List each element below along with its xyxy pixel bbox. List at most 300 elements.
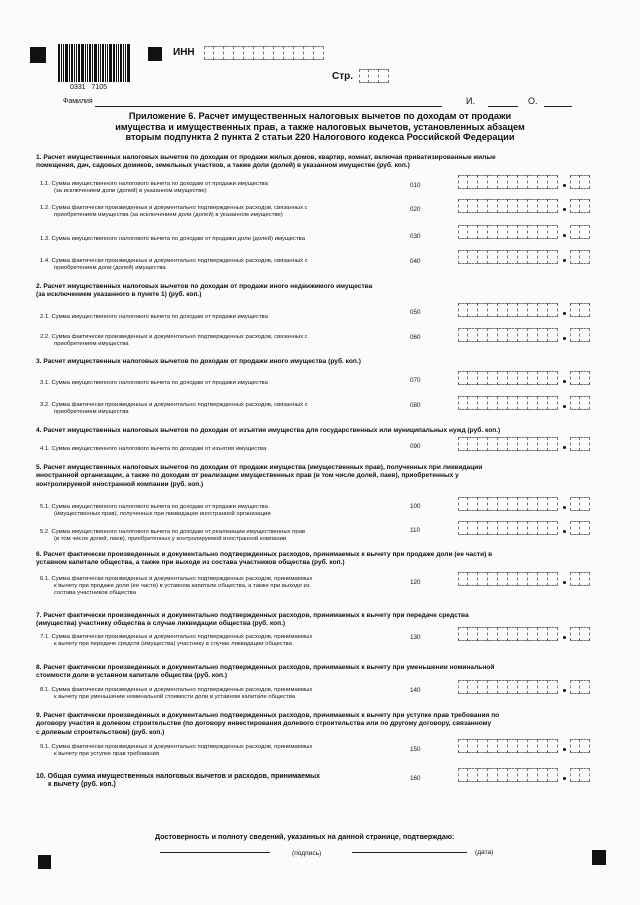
kopecks-cell [580,627,590,641]
inn-field[interactable] [204,46,324,60]
section-5-heading: 5. Расчет имущественных налоговых вычетов по доходам от продажи имущества (имущественных прав), полученных при ликвидации иностранной организации, а также по доходам от реализации имущественных прав (в том числе долей, паев), приобретенных у контролируемой иностранной компании (руб. коп.) [36,464,483,488]
decimal-dot [563,184,566,187]
kopecks-cell [580,396,590,410]
amount-cell [538,739,548,753]
decimal-dot [563,636,566,639]
amount-field-030[interactable] [458,225,558,239]
amount-field-100[interactable] [458,497,558,511]
kopecks-field-060[interactable] [570,328,590,342]
amount-cell [528,225,538,239]
amount-cell [458,225,468,239]
amount-cell [548,680,558,694]
amount-cell [518,627,528,641]
amount-cell [478,225,488,239]
amount-cell [458,739,468,753]
amount-cell [518,303,528,317]
line-code-040: 040 [410,258,421,265]
page-number-field[interactable] [359,69,389,83]
amount-cell [498,303,508,317]
amount-cell [468,739,478,753]
amount-cell [478,572,488,586]
kopecks-field-050[interactable] [570,303,590,317]
page-cell [369,69,379,83]
decimal-dot [563,337,566,340]
amount-field-140[interactable] [458,680,558,694]
amount-field-150[interactable] [458,739,558,753]
initial-o-label: О. [528,96,538,106]
amount-cell [528,199,538,213]
amount-cell [498,328,508,342]
section-6-heading: 6. Расчет фактически произведенных и документально подтвержденных расходов, принимаемых к вычету при продаже доли (ее части) в уставном капитале общества, а также при выходе из состава участников общества (руб. коп.) [36,551,493,567]
decimal-dot [563,380,566,383]
amount-cell [458,497,468,511]
line-code-130: 130 [410,634,421,641]
amount-cell [528,371,538,385]
amount-cell [518,497,528,511]
line-code-020: 020 [410,206,421,213]
amount-cell [478,371,488,385]
kopecks-field-070[interactable] [570,371,590,385]
kopecks-cell [570,303,580,317]
inn-cell [264,46,274,60]
amount-field-090[interactable] [458,437,558,451]
line-code-160: 160 [410,775,421,782]
line-code-030: 030 [410,233,421,240]
amount-cell [548,768,558,782]
amount-cell [548,303,558,317]
amount-cell [548,396,558,410]
amount-cell [548,250,558,264]
amount-cell [468,225,478,239]
amount-cell [508,199,518,213]
amount-cell [508,328,518,342]
section-9-heading: 9. Расчет фактически произведенных и документально подтвержденных расходов, принимаемых к вычету при уступке прав требования по договору участия в долевом строительстве (по договору инвестирования долевого строительства или по другому договору, связанному с долевым строительством) (руб. коп.) [36,712,500,736]
amount-field-120[interactable] [458,572,558,586]
amount-cell [458,680,468,694]
barcode-number: 0331 7105 [70,84,107,91]
amount-cell [518,250,528,264]
amount-cell [528,328,538,342]
amount-cell [458,627,468,641]
amount-cell [468,572,478,586]
inn-cell [274,46,284,60]
inn-cell [254,46,264,60]
amount-cell [548,328,558,342]
kopecks-cell [570,328,580,342]
inn-cell [314,46,324,60]
amount-cell [498,572,508,586]
inn-cell [284,46,294,60]
amount-cell [458,371,468,385]
amount-cell [508,768,518,782]
amount-cell [508,739,518,753]
amount-cell [538,371,548,385]
corner-marker-bottom-left [38,855,51,869]
amount-cell [528,627,538,641]
signature-field[interactable] [160,852,270,853]
amount-field-010[interactable] [458,175,558,189]
amount-cell [478,739,488,753]
amount-cell [518,680,528,694]
kopecks-field-150[interactable] [570,739,590,753]
date-field[interactable] [352,852,467,853]
amount-field-080[interactable] [458,396,558,410]
amount-cell [478,437,488,451]
line-code-050: 050 [410,309,421,316]
inn-cell [294,46,304,60]
kopecks-cell [580,572,590,586]
line-code-080: 080 [410,402,421,409]
amount-cell [548,497,558,511]
amount-cell [458,572,468,586]
amount-field-040[interactable] [458,250,558,264]
kopecks-cell [580,739,590,753]
amount-cell [508,303,518,317]
kopecks-field-160[interactable] [570,768,590,782]
item-8-1: 8.1. Сумма фактически произведенных и документально подтвержденных расходов, принимаемых к вычету при уменьшении номинальной стоимости доли в уставном капитале общества [40,687,313,701]
amount-cell [548,225,558,239]
amount-cell [548,627,558,641]
inn-cell [224,46,234,60]
kopecks-cell [570,680,580,694]
amount-cell [548,199,558,213]
line-code-110: 110 [410,527,421,534]
kopecks-cell [570,739,580,753]
initial-o-field[interactable] [544,106,572,107]
amount-cell [498,437,508,451]
item-7-1: 7.1. Сумма фактически произведенных и документально подтвержденных расходов, принимаемых к вычету при передаче средств (имущества) участнику в случае ликвидации общества [40,634,313,648]
amount-cell [478,199,488,213]
amount-cell [528,497,538,511]
section-7-heading: 7. Расчет фактически произведенных и документально подтвержденных расходов, принимаемых к вычету при передаче средства (имущества) участнику общества в случае ликвидации общества (руб. коп.) [36,612,469,628]
amount-cell [548,437,558,451]
amount-cell [538,175,548,189]
kopecks-field-040[interactable] [570,250,590,264]
amount-cell [528,303,538,317]
amount-cell [488,328,498,342]
amount-field-050[interactable] [458,303,558,317]
amount-cell [488,437,498,451]
page-cell [379,69,389,83]
kopecks-field-010[interactable] [570,175,590,189]
amount-cell [498,175,508,189]
item-3-2: 3.2. Сумма фактически произведенных и документально подтвержденных расходов, связанных с приобретением имущества [40,402,308,416]
kopecks-field-090[interactable] [570,437,590,451]
amount-cell [498,521,508,535]
signature-label: (подпись) [292,850,322,857]
amount-cell [528,768,538,782]
kopecks-cell [580,768,590,782]
amount-cell [508,225,518,239]
amount-cell [488,175,498,189]
amount-cell [518,437,528,451]
item-5-1: 5.1. Сумма имущественного налогового вычета по доходам от продажи имущества (имущественных прав), полученных при ликвидации иностранной организации [40,504,271,518]
amount-cell [468,627,478,641]
kopecks-cell [570,175,580,189]
kopecks-field-020[interactable] [570,199,590,213]
amount-cell [538,521,548,535]
amount-cell [488,371,498,385]
amount-cell [498,739,508,753]
page-title [60,111,580,143]
amount-cell [548,175,558,189]
corner-marker-top-left [30,47,46,63]
amount-cell [508,497,518,511]
amount-cell [478,680,488,694]
amount-cell [478,627,488,641]
amount-field-160[interactable] [458,768,558,782]
amount-cell [498,396,508,410]
kopecks-cell [570,396,580,410]
amount-cell [478,328,488,342]
line-code-120: 120 [410,579,421,586]
amount-cell [458,199,468,213]
kopecks-cell [580,303,590,317]
amount-field-110[interactable] [458,521,558,535]
kopecks-cell [570,627,580,641]
amount-cell [488,303,498,317]
amount-cell [518,199,528,213]
item-1-2: 1.2. Сумма фактически произведенных и документально подтвержденных расходов, связанных с приобретением имущества (за исключением доли (долей) в указанном имуществе) [40,205,308,219]
amount-cell [468,371,478,385]
amount-cell [538,572,548,586]
amount-cell [528,437,538,451]
amount-cell [518,371,528,385]
inn-cell [214,46,224,60]
amount-cell [468,175,478,189]
amount-cell [538,303,548,317]
amount-cell [458,250,468,264]
amount-cell [548,371,558,385]
amount-field-020[interactable] [458,199,558,213]
kopecks-field-110[interactable] [570,521,590,535]
section-1-heading: 1. Расчет имущественных налоговых вычетов по доходам от продажи жилых домов, квартир, комнат, включая приватизированные жилые помещения, дач, садовых домиков, земельных участков, а также доли (долей) в указанном имуществе (руб. коп.) [36,154,496,170]
corner-marker-bottom-right [592,850,606,865]
amount-cell [468,680,478,694]
amount-cell [488,680,498,694]
amount-cell [488,225,498,239]
amount-cell [488,572,498,586]
line-code-100: 100 [410,503,421,510]
page-cell [359,69,369,83]
amount-cell [498,768,508,782]
amount-cell [508,680,518,694]
amount-cell [498,627,508,641]
decimal-dot [563,689,566,692]
item-6-1: 6.1. Сумма фактически произведенных и документально подтвержденных расходов, принимаемых к вычету при продаже доли (ее части) в уставном капитале общества, а также при выходе из состава участников общества [40,576,313,597]
title-line-2: имущества и имущественных прав, а также налоговых вычетов, установленных абзацем [115,121,525,132]
decimal-dot [563,208,566,211]
line-code-010: 010 [410,182,421,189]
title-line-1: Приложение 6. Расчет имущественных налоговых вычетов по доходам от продажи [128,111,512,121]
line-code-090: 090 [410,443,421,450]
section-8-heading: 8. Расчет фактически произведенных и документально подтвержденных расходов, принимаемых к вычету при уменьшении номинальной стоимости доли в уставном капитале общества (руб. коп.) [36,664,495,680]
kopecks-field-100[interactable] [570,497,590,511]
decimal-dot [563,312,566,315]
amount-cell [528,250,538,264]
amount-cell [458,521,468,535]
amount-cell [518,225,528,239]
decimal-dot [563,581,566,584]
amount-cell [538,328,548,342]
kopecks-cell [570,250,580,264]
kopecks-field-120[interactable] [570,572,590,586]
amount-cell [538,250,548,264]
kopecks-cell [580,521,590,535]
kopecks-cell [570,572,580,586]
section-10-heading: 10. Общая сумма имущественных налоговых вычетов и расходов, принимаемых к вычету (руб. коп.) [36,773,321,789]
amount-cell [508,572,518,586]
decimal-dot [563,405,566,408]
kopecks-field-030[interactable] [570,225,590,239]
amount-cell [518,739,528,753]
inn-cell [304,46,314,60]
inn-cell [204,46,214,60]
amount-cell [538,497,548,511]
amount-cell [468,521,478,535]
kopecks-cell [580,175,590,189]
certify-text: Достоверность и полноту сведений, указанных на данной странице, подтверждаю: [155,832,455,841]
amount-cell [528,175,538,189]
amount-cell [538,627,548,641]
kopecks-cell [580,497,590,511]
amount-cell [498,250,508,264]
kopecks-cell [570,497,580,511]
amount-cell [478,521,488,535]
decimal-dot [563,777,566,780]
item-1-4: 1.4. Сумма фактически произведенных и документально подтвержденных расходов, связанных с приобретением доли (долей) имущества [40,258,308,272]
surname-field[interactable] [95,106,442,107]
line-code-140: 140 [410,687,421,694]
decimal-dot [563,446,566,449]
amount-cell [528,680,538,694]
amount-cell [518,328,528,342]
amount-cell [478,175,488,189]
amount-cell [538,396,548,410]
amount-cell [458,328,468,342]
line-code-070: 070 [410,377,421,384]
amount-cell [498,225,508,239]
amount-cell [458,175,468,189]
amount-cell [518,768,528,782]
amount-field-130[interactable] [458,627,558,641]
item-1-1: 1.1. Сумма имущественного налогового вычета по доходам от продажи имущества (за исключением доли (долей) в указанном имуществе) [40,181,268,195]
amount-cell [458,396,468,410]
amount-cell [488,396,498,410]
kopecks-cell [570,521,580,535]
item-3-1: 3.1. Сумма имущественного налогового вычета по доходам от продажи имущества [40,380,268,386]
kopecks-cell [580,225,590,239]
amount-cell [538,225,548,239]
amount-cell [498,680,508,694]
date-label: (дата) [475,849,494,856]
amount-cell [488,497,498,511]
amount-cell [468,437,478,451]
kopecks-cell [580,371,590,385]
item-2-2: 2.2. Сумма фактически произведенных и документально подтвержденных расходов, связанных с приобретением имущества [40,334,308,348]
section-3-heading: 3. Расчет имущественных налоговых вычетов по доходам от продажи иного имущества (руб. коп.) [36,358,361,365]
kopecks-cell [580,199,590,213]
amount-cell [508,175,518,189]
item-4-1: 4.1. Сумма имущественного налогового вычета по доходам от изъятия имущества [40,446,267,452]
kopecks-field-080[interactable] [570,396,590,410]
amount-field-060[interactable] [458,328,558,342]
inn-cell [244,46,254,60]
amount-cell [548,572,558,586]
item-9-1: 9.1. Сумма фактически произведенных и документально подтвержденных расходов, принимаемых к вычету при уступке прав требования [40,744,313,758]
line-code-150: 150 [410,746,421,753]
amount-cell [468,768,478,782]
amount-cell [468,328,478,342]
amount-cell [538,680,548,694]
amount-cell [538,437,548,451]
amount-cell [518,396,528,410]
amount-cell [488,739,498,753]
kopecks-cell [580,437,590,451]
inn-cell [234,46,244,60]
decimal-dot [563,259,566,262]
amount-cell [528,396,538,410]
kopecks-cell [570,225,580,239]
kopecks-cell [580,680,590,694]
amount-cell [498,371,508,385]
kopecks-cell [570,371,580,385]
amount-cell [478,250,488,264]
title-line-3: вторым подпункта 2 пункта 2 статьи 220 Налогового кодекса Российской Федерации [125,132,515,143]
decimal-dot [563,748,566,751]
section-4-heading: 4. Расчет имущественных налоговых вычетов по доходам от изъятия имущества для государственных или муниципальных нужд (руб. коп.) [36,427,501,434]
amount-cell [468,396,478,410]
decimal-dot [563,506,566,509]
kopecks-field-140[interactable] [570,680,590,694]
amount-cell [478,396,488,410]
amount-cell [458,303,468,317]
kopecks-field-130[interactable] [570,627,590,641]
decimal-dot [563,530,566,533]
amount-cell [458,768,468,782]
amount-cell [508,396,518,410]
kopecks-cell [580,328,590,342]
amount-cell [538,199,548,213]
corner-marker-top-mid [148,47,162,61]
amount-cell [458,437,468,451]
amount-cell [488,627,498,641]
amount-cell [488,521,498,535]
amount-field-070[interactable] [458,371,558,385]
amount-cell [508,521,518,535]
amount-cell [498,199,508,213]
surname-label: Фамилия [63,98,93,105]
amount-cell [468,303,478,317]
amount-cell [488,199,498,213]
item-2-1: 2.1. Сумма имущественного налогового вычета по доходам от продажи имущества [40,314,268,320]
amount-cell [528,521,538,535]
amount-cell [508,437,518,451]
section-2-heading: 2. Расчет имущественных налоговых вычетов по доходам от продажи иного недвижимого имущества (за исключением указанного в пункте 1) (руб. коп.) [36,283,373,299]
amount-cell [528,739,538,753]
line-code-060: 060 [410,334,421,341]
decimal-dot [563,234,566,237]
amount-cell [508,371,518,385]
kopecks-cell [570,768,580,782]
amount-cell [508,250,518,264]
amount-cell [548,521,558,535]
amount-cell [478,497,488,511]
amount-cell [518,572,528,586]
amount-cell [468,250,478,264]
amount-cell [538,768,548,782]
initial-i-field[interactable] [488,106,518,107]
